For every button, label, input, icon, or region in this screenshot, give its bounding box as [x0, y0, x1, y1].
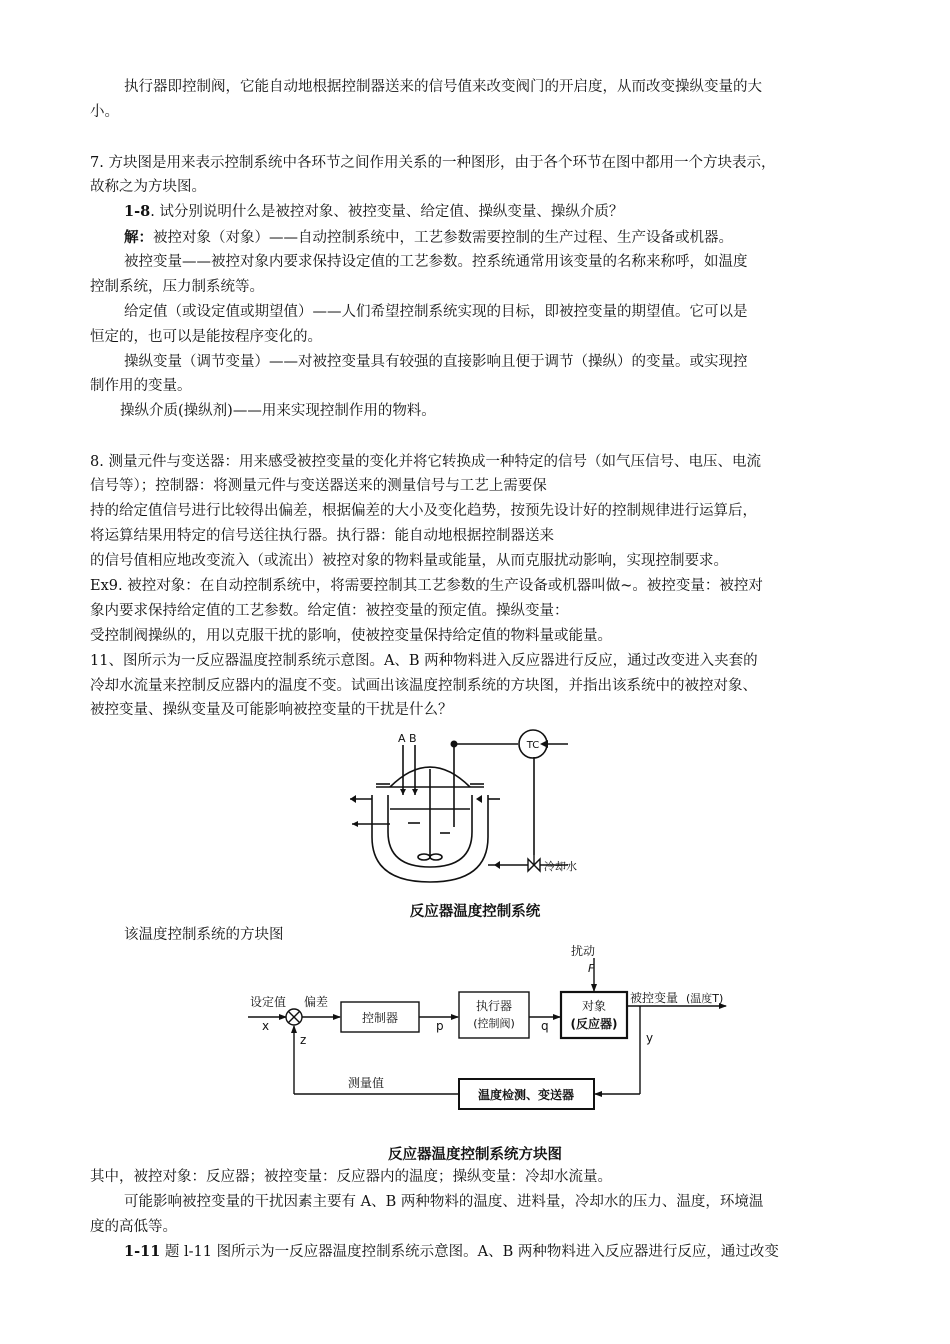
- control-valve-icon: [528, 855, 540, 871]
- paragraph-line: 信号等）；控制器：将测量元件与变送器送来的测量信号与工艺上需要保: [90, 478, 547, 494]
- p-label: p: [436, 1019, 444, 1033]
- figure-caption: 反应器温度控制系统方块图: [388, 1147, 562, 1163]
- paragraph-line: 小。: [90, 104, 119, 120]
- actuator-sublabel: (控制阀): [473, 1017, 515, 1030]
- paragraph-line: Ex9. 被控对象：在自动控制系统中，将需要控制其工艺参数的生产设备或机器叫做~。被控变量：被控对: [90, 578, 763, 594]
- paragraph-line: 其中，被控对象：反应器；被控变量：反应器内的温度；操纵变量：冷却水流量。: [90, 1169, 612, 1185]
- paragraph-line: 度的高低等。: [90, 1219, 177, 1235]
- paragraph-line: 操纵介质(操纵剂)——用来实现控制作用的物料。: [120, 403, 436, 419]
- controller-label: 控制器: [361, 1011, 399, 1025]
- y-label: y: [646, 1031, 654, 1045]
- block-diagram: [248, 944, 738, 1119]
- paragraph-line: 持的给定值信号进行比较得出偏差，根据偏差的大小及变化趋势，按预先设计好的控制规律进行运算后，: [90, 503, 757, 519]
- error-label: 偏差: [304, 995, 329, 1009]
- question-number: 1-11: [124, 1243, 161, 1260]
- q-label: q: [541, 1019, 549, 1033]
- question-text: 题 l-11 图所示为一反应器温度控制系统示意图。A、B 两种物料进入反应器进行反应，通过改变: [160, 1244, 779, 1260]
- figure-caption: 反应器温度控制系统: [409, 904, 541, 920]
- question-1-11: [124, 1242, 779, 1262]
- paragraph-line: 被控变量、操纵变量及可能影响被控变量的干扰是什么？: [90, 702, 453, 718]
- question-1-8: [124, 202, 623, 222]
- paragraph-line: 7. 方块图是用来表示控制系统中各环节之间作用关系的一种图形，由于各个环节在图中都用一个方块表示，: [90, 155, 776, 171]
- paragraph-line: 给定值（或设定值或期望值）——人们希望控制系统实现的目标，即被控变量的期望值。它可以是: [124, 304, 748, 320]
- paragraph-line: 8. 测量元件与变送器：用来感受被控变量的变化并将它转换成一种特定的信号（如气压信号、电压、电流: [90, 454, 761, 470]
- paragraph-line: 故称之为方块图。: [90, 179, 206, 195]
- feed-label: A B: [398, 732, 417, 745]
- paragraph-line: 可能影响被控变量的干扰因素主要有 A、B 两种物料的温度、进料量，冷却水的压力、温度，环境温: [124, 1194, 764, 1210]
- cv-unit: (温度T): [686, 992, 724, 1005]
- paragraph-line: 操纵变量（调节变量）——对被控变量具有较强的直接影响且便于调节（操纵）的变量。或实现控: [124, 354, 748, 370]
- junction-dot: [451, 741, 458, 748]
- measured-label: 测量值: [348, 1076, 385, 1090]
- disturbance-symbol: F: [588, 962, 595, 975]
- paragraph-line: 冷却水流量来控制反应器内的温度不变。试画出该温度控制系统的方块图，并指出该系统中的被控对象、: [90, 678, 757, 694]
- object-sublabel: (反应器): [570, 1017, 618, 1031]
- paragraph-line: 象内要求保持给定值的工艺参数。给定值：被控变量的预定值。操纵变量：: [90, 603, 569, 619]
- object-label: 对象: [581, 999, 607, 1013]
- disturbance-label: 扰动: [571, 944, 596, 958]
- paragraph-line: 制作用的变量。: [90, 378, 192, 394]
- setpoint-label: 设定值: [250, 995, 287, 1009]
- answer-line: [124, 228, 733, 248]
- paragraph-line: 恒定的，也可以是能按程序变化的。: [90, 329, 322, 345]
- question-text: . 试分别说明什么是被控对象、被控变量、给定值、操纵变量、操纵介质？: [150, 204, 624, 220]
- paragraph-line: 该温度控制系统的方块图: [124, 927, 284, 943]
- actuator-label: 执行器: [475, 999, 513, 1013]
- paragraph-line: 被控变量——被控对象内要求保持设定值的工艺参数。控系统通常用该变量的名称来称呼，如温度: [124, 254, 748, 270]
- paragraph-line: 11、图所示为一反应器温度控制系统示意图。A、B 两种物料进入反应器进行反应，通过改变进入夹套的: [90, 653, 758, 669]
- paragraph-line: 受控制阀操纵的，用以克服干扰的影响，使被控变量保持给定值的物料量或能量。: [90, 628, 612, 644]
- paragraph-line: 执行器即控制阀，它能自动地根据控制器送来的信号值来改变阀门的开启度，从而改变操纵变量的大: [124, 79, 762, 95]
- cooling-water-label: 冷却水: [544, 860, 577, 873]
- question-number: 1-8: [124, 203, 151, 220]
- cv-label: 被控变量: [630, 991, 679, 1005]
- reactor-schematic: [350, 727, 590, 892]
- sensor-label: 温度检测、变送器: [477, 1088, 575, 1102]
- x-label: x: [262, 1019, 270, 1033]
- paragraph-line: 的信号值相应地改变流入（或流出）被控对象的物料量或能量，从而克服扰动影响，实现控制要求。: [90, 553, 728, 569]
- answer-label: 解：: [124, 229, 153, 246]
- z-label: z: [300, 1033, 307, 1047]
- paragraph-line: 将运算结果用特定的信号送往执行器。执行器：能自动地根据控制器送来: [90, 528, 554, 544]
- answer-text: 被控对象（对象）——自动控制系统中，工艺参数需要控制的生产过程、生产设备或机器。: [153, 230, 733, 246]
- paragraph-line: 控制系统，压力制系统等。: [90, 279, 264, 295]
- tc-label: TC: [526, 740, 540, 751]
